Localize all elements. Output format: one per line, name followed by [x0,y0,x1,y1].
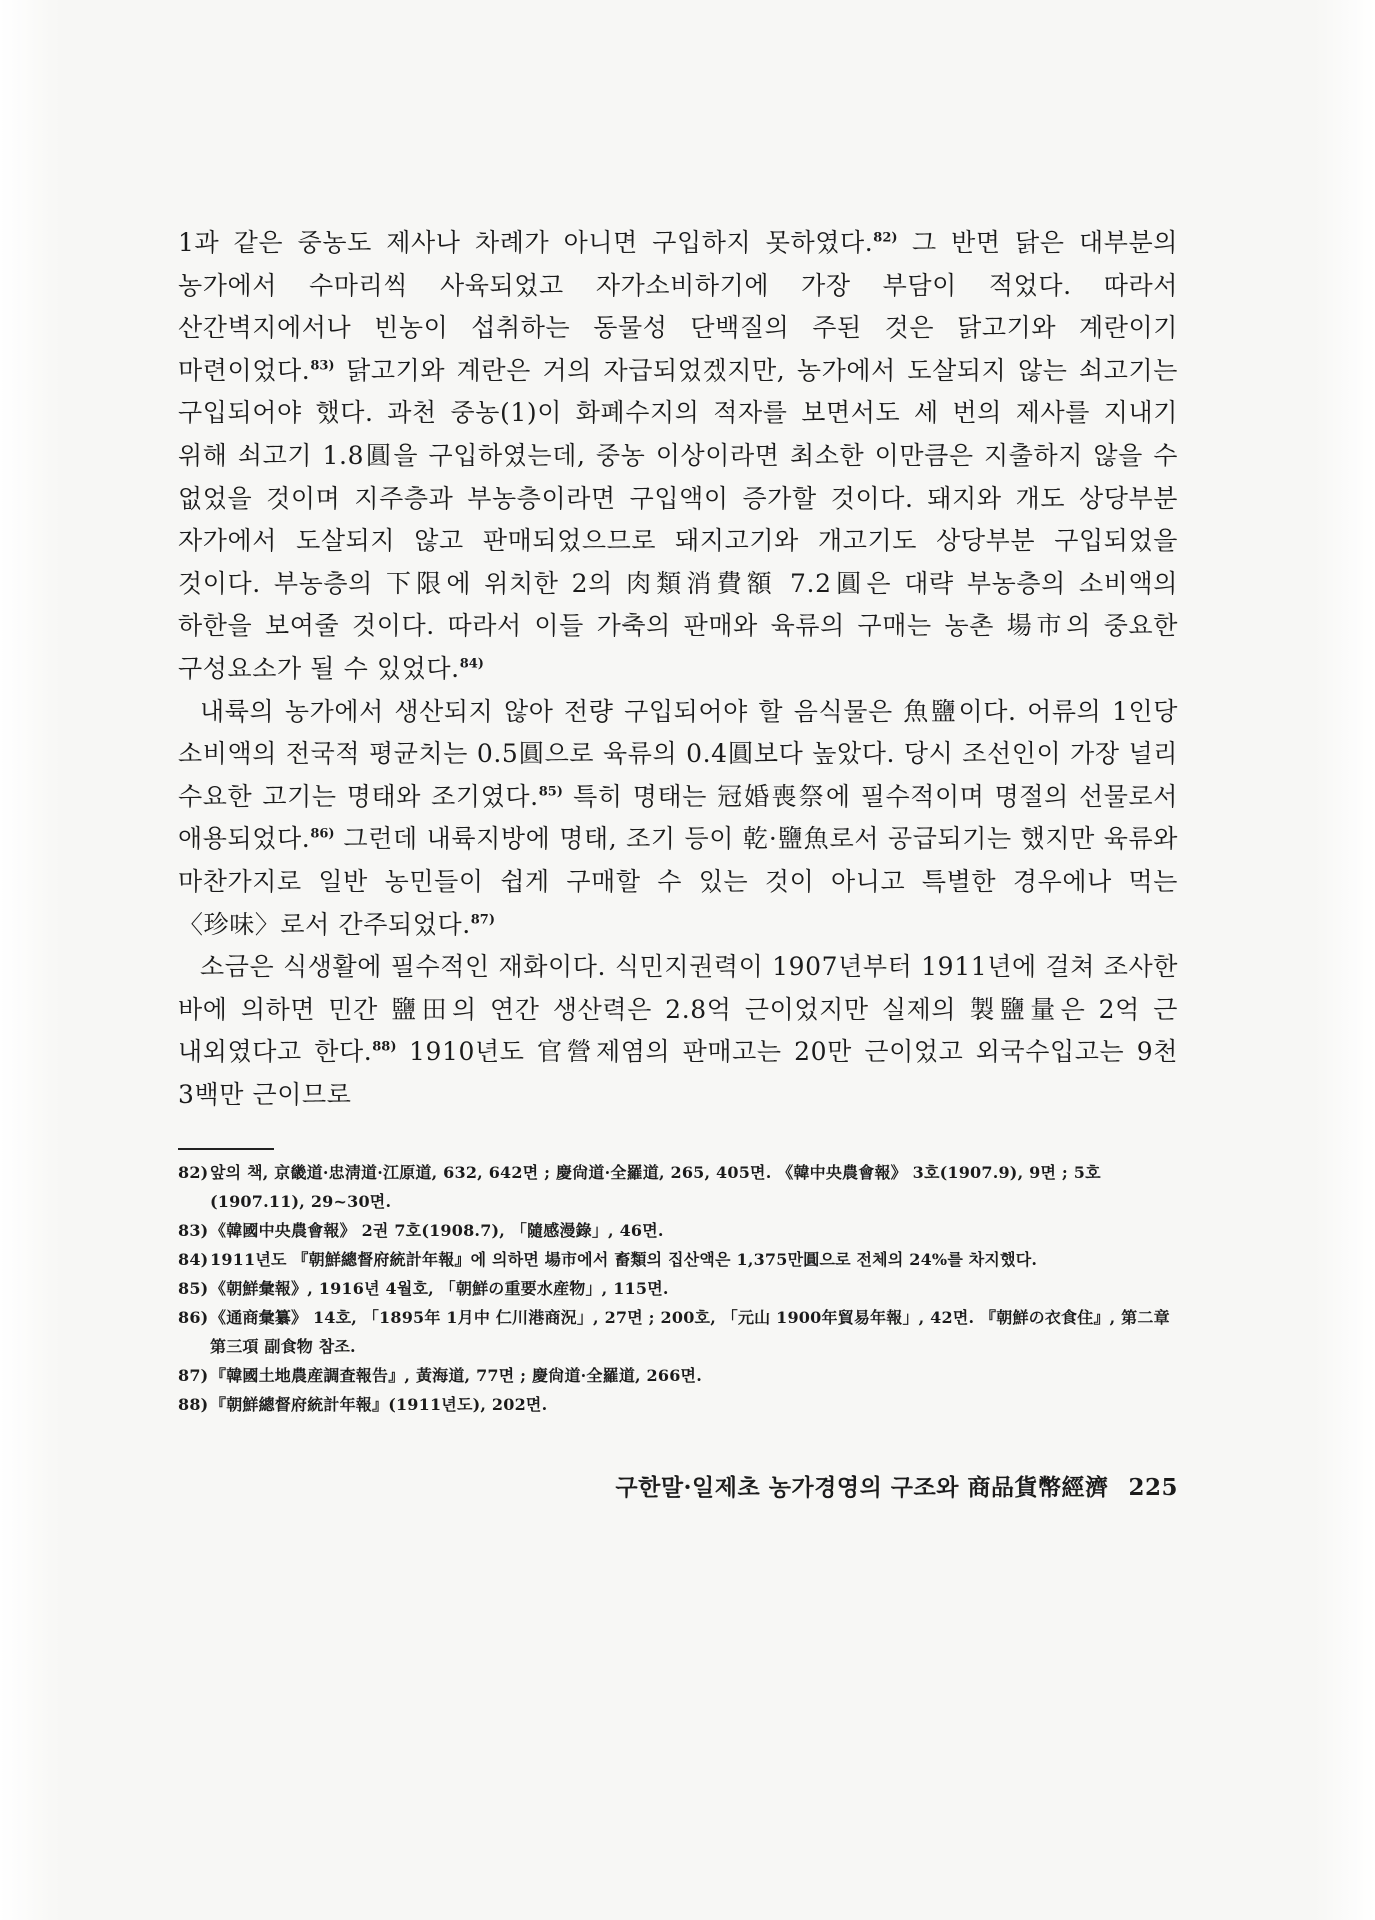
footnote [178,1274,1178,1303]
footnote-text: 《通商彙纂》 14호, 「1895年 1月中 仁川港商況」, 27면 ; 200호, 「元山 1900年貿易年報」, 42면. 『朝鮮の衣食住』, 第二章 第三項 副食物 참조. [210,1308,1170,1357]
footnote-reference: 84) [459,656,484,672]
body-paragraph [178,222,1178,691]
footnote-text: 《韓國中央農會報》 2권 7호(1908.7), 「隨感漫錄」, 46면. [210,1221,664,1241]
footnote [178,1216,1178,1245]
body-text-segment: 특히 명태는 冠婚喪祭에 필수적이며 명절의 선물로서 애용되었다. [178,781,1178,854]
footnote-number: 83) [178,1221,209,1241]
running-title: 구한말·일제초 농가경영의 구조와 商品貨幣經濟 [615,1474,1109,1502]
footnote-reference: 83) [310,358,335,374]
footnote-number: 86) [178,1308,209,1328]
footnote-rule [178,1148,274,1150]
footnote [178,1245,1178,1274]
body-text-segment: 그 반면 닭은 대부분의 농가에서 수마리씩 사육되었고 자가소비하기에 가장 부담이 적었다. 따라서 산간벽지에서나 빈농이 섭취하는 동물성 단백질의 주된 것은 닭고기와 계란이기 마련이었다. [178,228,1178,385]
footnote-reference: 86) [310,826,335,842]
footnote-text: 1911년도 『朝鮮總督府統計年報』에 의하면 場市에서 畜類의 집산액은 1,375만圓으로 전체의 24%를 차지했다. [210,1250,1038,1270]
body-text-segment: 1과 같은 중농도 제사나 차례가 아니면 구입하지 못하였다. [178,228,874,257]
footnote-number: 84) [178,1250,209,1270]
body-text-segment: 닭고기와 계란은 거의 자급되었겠지만, 농가에서 도살되지 않는 쇠고기는 구입되어야 했다. 과천 중농(1)이 화폐수지의 적자를 보면서도 세 번의 제사를 지내기 위해 쇠고기 1.8圓을 구입하였는데, 중농 이상이라면 최소한 이만큼은 지출하지 않을 수 없었을 것이며 지주층과 부농층이라면 구입액이 증가할 것이다. 돼지와 개도 상당부분 자가에서 도살되지 않고 판매되었으므로 돼지고기와 개고기도 상당부분 구입되었을 것이다. 부농층의 下限에 위치한 2의 肉類消費額 7.2圓은 대략 부농층의 소비액의 하한을 보여줄 것이다. 따라서 이들 가축의 판매와 육류의 구매는 농촌 場市의 중요한 구성요소가 될 수 있었다. [178,355,1178,683]
body-text [178,222,1178,1116]
footnote-reference: 87) [470,912,495,928]
body-paragraph [178,946,1178,1116]
footnote-reference: 82) [873,230,898,246]
footnote [178,1390,1178,1419]
footnote-text: 《朝鮮彙報》, 1916년 4월호, 「朝鮮の重要水産物」, 115면. [210,1279,669,1299]
footnote [178,1158,1178,1216]
footnote-number: 85) [178,1279,209,1299]
body-text-segment: 그런데 내륙지방에 명태, 조기 등이 乾·鹽魚로서 공급되기는 했지만 육류와 마찬가지로 일반 농민들이 쉽게 구매할 수 있는 것이 아니고 특별한 경우에나 먹는 〈珍味〉로서 간주되었다. [178,824,1178,939]
footnote [178,1303,1178,1361]
document-page [178,222,1178,1502]
footnote [178,1361,1178,1390]
footnote-text: 『韓國土地農産調査報告』, 黃海道, 77면 ; 慶尙道·全羅道, 266면. [210,1366,702,1386]
footnotes [178,1158,1178,1419]
footnote-number: 82) [178,1163,209,1183]
footnote-number: 88) [178,1395,209,1415]
footnote-number: 87) [178,1366,209,1386]
body-text-segment: 내륙의 농가에서 생산되지 않아 전량 구입되어야 할 음식물은 魚鹽이다. 어류의 1인당 소비액의 전국적 평균치는 0.5圓으로 육류의 0.4圓보다 높았다. 당시 조선인이 가장 널리 수요한 고기는 명태와 조기였다. [178,696,1178,811]
body-paragraph [178,691,1178,947]
footnote-text: 『朝鮮總督府統計年報』(1911년도), 202면. [210,1395,548,1415]
footnote-reference: 88) [372,1039,397,1055]
page-number: 225 [1128,1474,1178,1502]
page-footer [178,1469,1178,1502]
body-text-segment: 1910년도 官營제염의 판매고는 20만 근이었고 외국수입고는 9천 3백만 근이므로 [178,1037,1178,1109]
footnote-text: 앞의 책, 京畿道·忠淸道·江原道, 632, 642면 ; 慶尙道·全羅道, 265, 405면. 《韓中央農會報》 3호(1907.9), 9면 ; 5호(1907.11), 29~30면. [210,1163,1101,1212]
footnote-reference: 85) [538,784,563,800]
body-text-segment: 소금은 식생활에 필수적인 재화이다. 식민지권력이 1907년부터 1911년에 걸쳐 조사한 바에 의하면 민간 鹽田의 연간 생산력은 2.8억 근이었지만 실제의 製鹽量은 2억 근 내외였다고 한다. [178,952,1178,1067]
